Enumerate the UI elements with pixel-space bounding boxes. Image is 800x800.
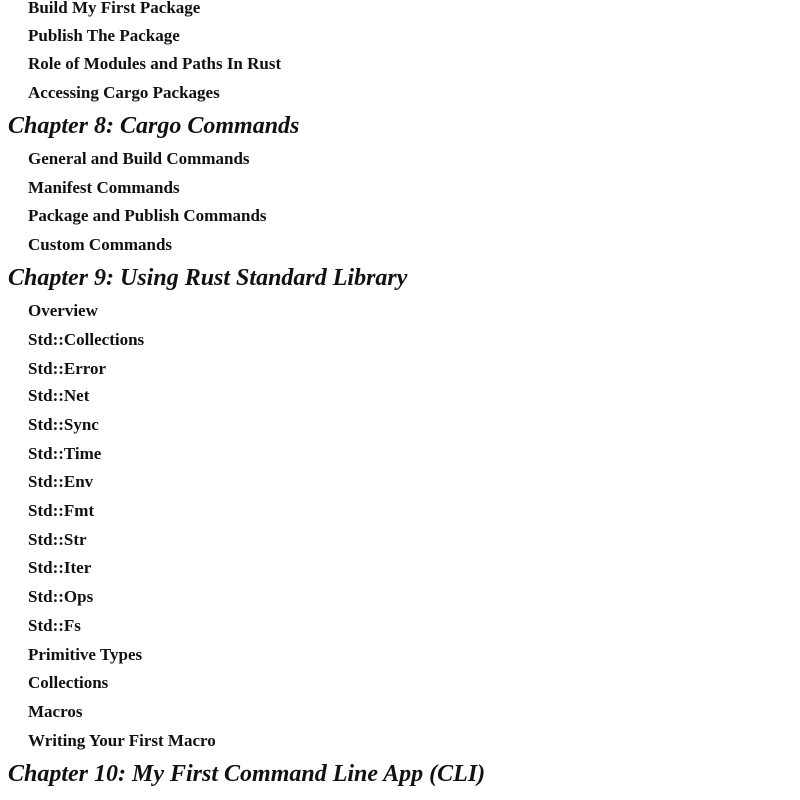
toc-entry-std-fmt[interactable]: Std::Fmt — [28, 501, 95, 520]
toc-entry-package-and-publish-commands[interactable]: Package and Publish Commands — [28, 206, 267, 225]
toc-entry-accessing-cargo-packages[interactable]: Accessing Cargo Packages — [28, 83, 220, 102]
toc-entry-overview[interactable]: Overview — [28, 301, 98, 320]
toc-entry-std-sync[interactable]: Std::Sync — [28, 415, 99, 434]
chapter-8-heading[interactable]: Chapter 8: Cargo Commands — [8, 113, 300, 139]
toc-entry-writing-your-first-macro[interactable]: Writing Your First Macro — [28, 731, 216, 750]
toc-entry-general-and-build-commands[interactable]: General and Build Commands — [28, 149, 250, 168]
toc-entry-role-of-modules-and-paths[interactable]: Role of Modules and Paths In Rust — [28, 54, 282, 73]
toc-entry-macros[interactable]: Macros — [28, 702, 83, 721]
chapter-10-heading[interactable]: Chapter 10: My First Command Line App (CLI) — [8, 761, 486, 787]
toc-entry-custom-commands[interactable]: Custom Commands — [28, 235, 173, 254]
toc-entry-primitive-types[interactable]: Primitive Types — [28, 645, 143, 664]
toc-entry-std-collections[interactable]: Std::Collections — [28, 330, 145, 349]
toc-entry-publish-the-package[interactable]: Publish The Package — [28, 26, 180, 45]
toc-entry-std-time[interactable]: Std::Time — [28, 444, 102, 463]
toc-entry-std-net[interactable]: Std::Net — [28, 386, 90, 405]
toc-entry-collections[interactable]: Collections — [28, 673, 109, 692]
chapter-9-heading[interactable]: Chapter 9: Using Rust Standard Library — [8, 265, 408, 291]
toc-entry-std-error[interactable]: Std::Error — [28, 359, 107, 378]
toc-entry-std-env[interactable]: Std::Env — [28, 472, 94, 491]
toc-entry-manifest-commands[interactable]: Manifest Commands — [28, 178, 180, 197]
toc-entry-std-ops[interactable]: Std::Ops — [28, 587, 94, 606]
toc-entry-std-str[interactable]: Std::Str — [28, 530, 87, 549]
toc-entry-build-my-first-package[interactable]: Build My First Package — [28, 0, 201, 17]
toc-entry-std-iter[interactable]: Std::Iter — [28, 558, 92, 577]
toc-entry-std-fs[interactable]: Std::Fs — [28, 616, 81, 635]
